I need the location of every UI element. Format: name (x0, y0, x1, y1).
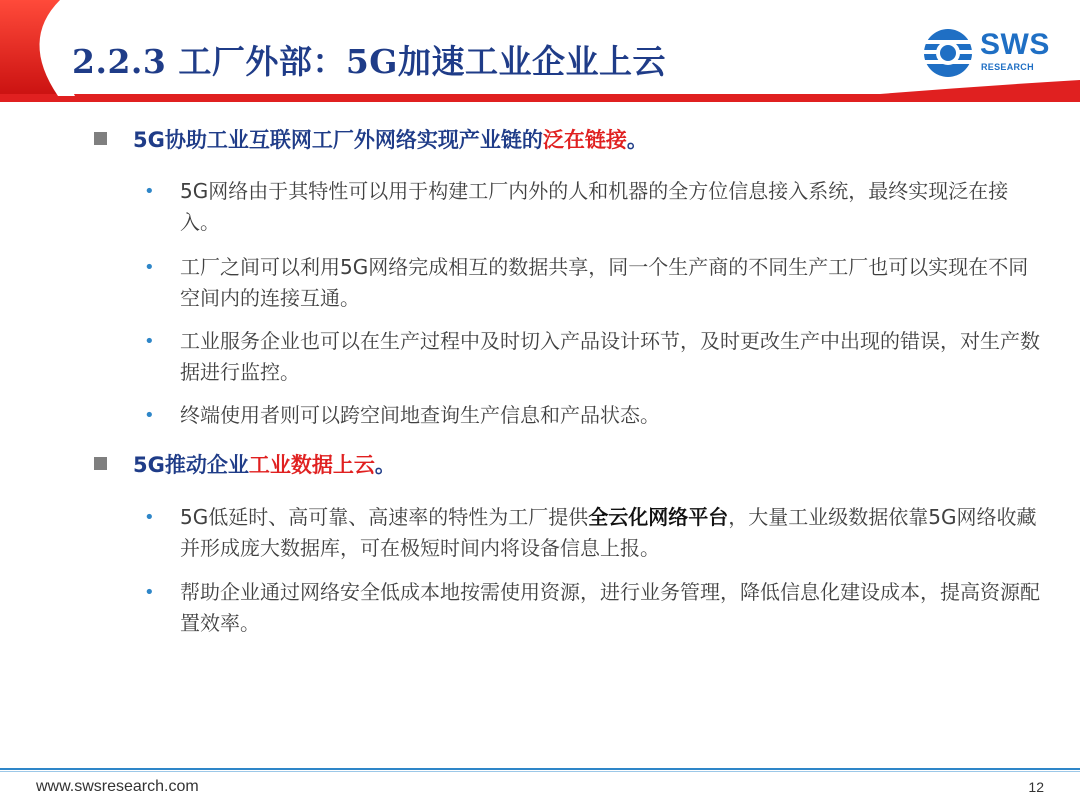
page-number: 12 (1028, 779, 1044, 795)
bullet-text-after: ，大量工业级数据依靠5G网络收藏并形成庞大数据库，可在极短时间内将设备信息上报。 (180, 505, 1037, 560)
section-heading-1 (94, 124, 648, 154)
bullet-item (144, 252, 1042, 314)
bullet-text: 5G低延时、高可靠、高速率的特性为工厂提供 (180, 505, 589, 529)
footer-divider-thin (0, 771, 1080, 772)
bullet-item (144, 577, 1042, 639)
bullet-item (144, 400, 1042, 431)
bullet-text: 终端使用者则可以跨空间地查询生产信息和产品状态。 (180, 403, 660, 427)
bullet-text: 帮助企业通过网络安全低成本地按需使用资源，进行业务管理，降低信息化建设成本，提高资源配置效率。 (180, 580, 1040, 635)
section-heading-text: 5G推动企业 (133, 453, 249, 477)
footer-url: www.swsresearch.com (36, 778, 199, 795)
bullet-item (144, 502, 1042, 564)
logo-text: SWS (980, 28, 1050, 61)
logo-subtext: RESEARCH (981, 62, 1034, 72)
header-red-bar (0, 94, 1080, 102)
footer-divider (0, 768, 1080, 770)
section-heading-suffix: 。 (374, 453, 396, 477)
page-title: 2.2.3 工厂外部：5G加速工业企业上云 (72, 42, 666, 81)
bullet-dot-icon: • (144, 405, 155, 426)
bullet-text: 工业服务企业也可以在生产过程中及时切入产品设计环节，及时更改生产中出现的错误，对生产数据进行监控。 (180, 329, 1040, 384)
section-heading-text: 5G协助工业互联网工厂外网络实现产业链的 (133, 128, 543, 152)
header-red-swoosh (880, 80, 1080, 94)
bullet-item (144, 326, 1042, 388)
bullet-dot-icon: • (144, 257, 155, 278)
bullet-bold-text: 全云化网络平台 (588, 505, 729, 529)
bullet-dot-icon: • (144, 331, 155, 352)
bullet-text: 5G网络由于其特性可以用于构建工厂内外的人和机器的全方位信息接入系统，最终实现泛在接入。 (180, 179, 1009, 234)
square-bullet-icon (94, 457, 107, 470)
bullet-dot-icon: • (144, 582, 155, 603)
bullet-dot-icon: • (144, 181, 155, 202)
section-heading-highlight: 工业数据上云 (248, 453, 375, 477)
bullet-item (144, 176, 1042, 238)
bullet-dot-icon: • (144, 507, 155, 528)
section-heading-highlight: 泛在链接 (542, 128, 627, 152)
square-bullet-icon (94, 132, 107, 145)
section-heading-suffix: 。 (626, 128, 648, 152)
bullet-text: 工厂之间可以利用5G网络完成相互的数据共享，同一个生产商的不同生产工厂也可以实现在不同空间内的连接互通。 (180, 255, 1029, 310)
section-heading-2 (94, 449, 396, 479)
